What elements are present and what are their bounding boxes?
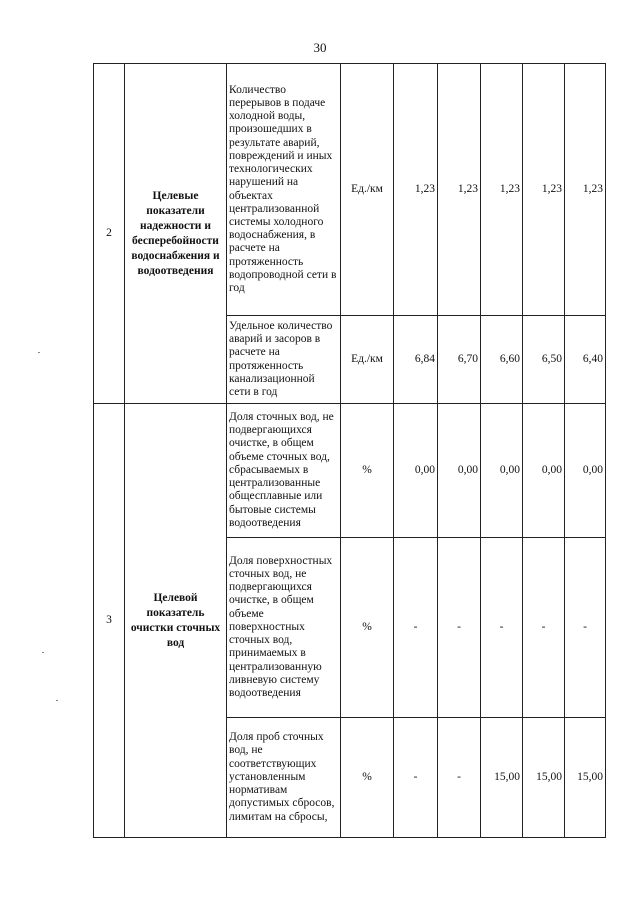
indicator-value: 1,23 (481, 64, 523, 316)
indicator-value: 15,00 (565, 718, 606, 838)
table-row (94, 64, 606, 316)
indicator-value: 0,00 (523, 404, 565, 538)
indicator-value: 6,70 (438, 316, 481, 404)
indicator-description: Удельное количество аварий и засоров в расчете на протяженность канализационной сети в год (227, 316, 341, 404)
indicator-unit: Ед./км (341, 64, 394, 316)
indicator-unit: % (341, 538, 394, 718)
row-number: 3 (94, 404, 125, 838)
row-number: 2 (94, 64, 125, 404)
indicator-value: - (481, 538, 523, 718)
indicator-value: - (565, 538, 606, 718)
table-row (94, 404, 606, 538)
indicator-value: - (438, 718, 481, 838)
indicator-value: 1,23 (523, 64, 565, 316)
page-number: 30 (313, 40, 327, 55)
indicator-value: 6,60 (481, 316, 523, 404)
indicator-value: - (394, 718, 438, 838)
indicator-value: 1,23 (438, 64, 481, 316)
indicator-value: 15,00 (481, 718, 523, 838)
indicator-value: 0,00 (394, 404, 438, 538)
scan-speck (38, 352, 40, 353)
scan-speck (56, 700, 58, 701)
indicator-unit: % (341, 404, 394, 538)
indicator-description: Количество перерывов в подаче холодной воды, произошедших в результате аварий, повреждений и иных технологических нарушений на объектах централизованной системы холодного водоснабжения, в расчете на протяженность водопроводной сети в год (227, 64, 341, 316)
indicator-value: 1,23 (394, 64, 438, 316)
indicator-value: 0,00 (481, 404, 523, 538)
indicator-value: 6,50 (523, 316, 565, 404)
indicator-description: Доля проб сточных вод, не соответствующих установленным нормативам допустимых сбросов, лимитам на сбросы, (227, 718, 341, 838)
indicator-value: 0,00 (565, 404, 606, 538)
indicator-unit: % (341, 718, 394, 838)
indicators-table (93, 63, 606, 838)
indicator-value: 6,84 (394, 316, 438, 404)
indicator-group-title: Целевой показатель очистки сточных вод (125, 404, 227, 838)
indicator-value: 15,00 (523, 718, 565, 838)
indicator-value: 0,00 (438, 404, 481, 538)
indicator-value: - (438, 538, 481, 718)
indicator-value: - (394, 538, 438, 718)
indicator-value: - (523, 538, 565, 718)
indicator-value: 1,23 (565, 64, 606, 316)
indicator-description: Доля поверхностных сточных вод, не подвергающихся очистке, в общем объеме поверхностных сточных вод, принимаемых в централизованную ливневую систему водоотведения (227, 538, 341, 718)
indicator-group-title: Целевые показатели надежности и бесперебойности водоснабжения и водоотведения (125, 64, 227, 404)
scan-speck (42, 652, 44, 653)
indicator-description: Доля сточных вод, не подвергающихся очистке, в общем объеме сточных вод, сбрасываемых в централизованные общесплавные или бытовые системы водоотведения (227, 404, 341, 538)
indicator-value: 6,40 (565, 316, 606, 404)
indicator-unit: Ед./км (341, 316, 394, 404)
